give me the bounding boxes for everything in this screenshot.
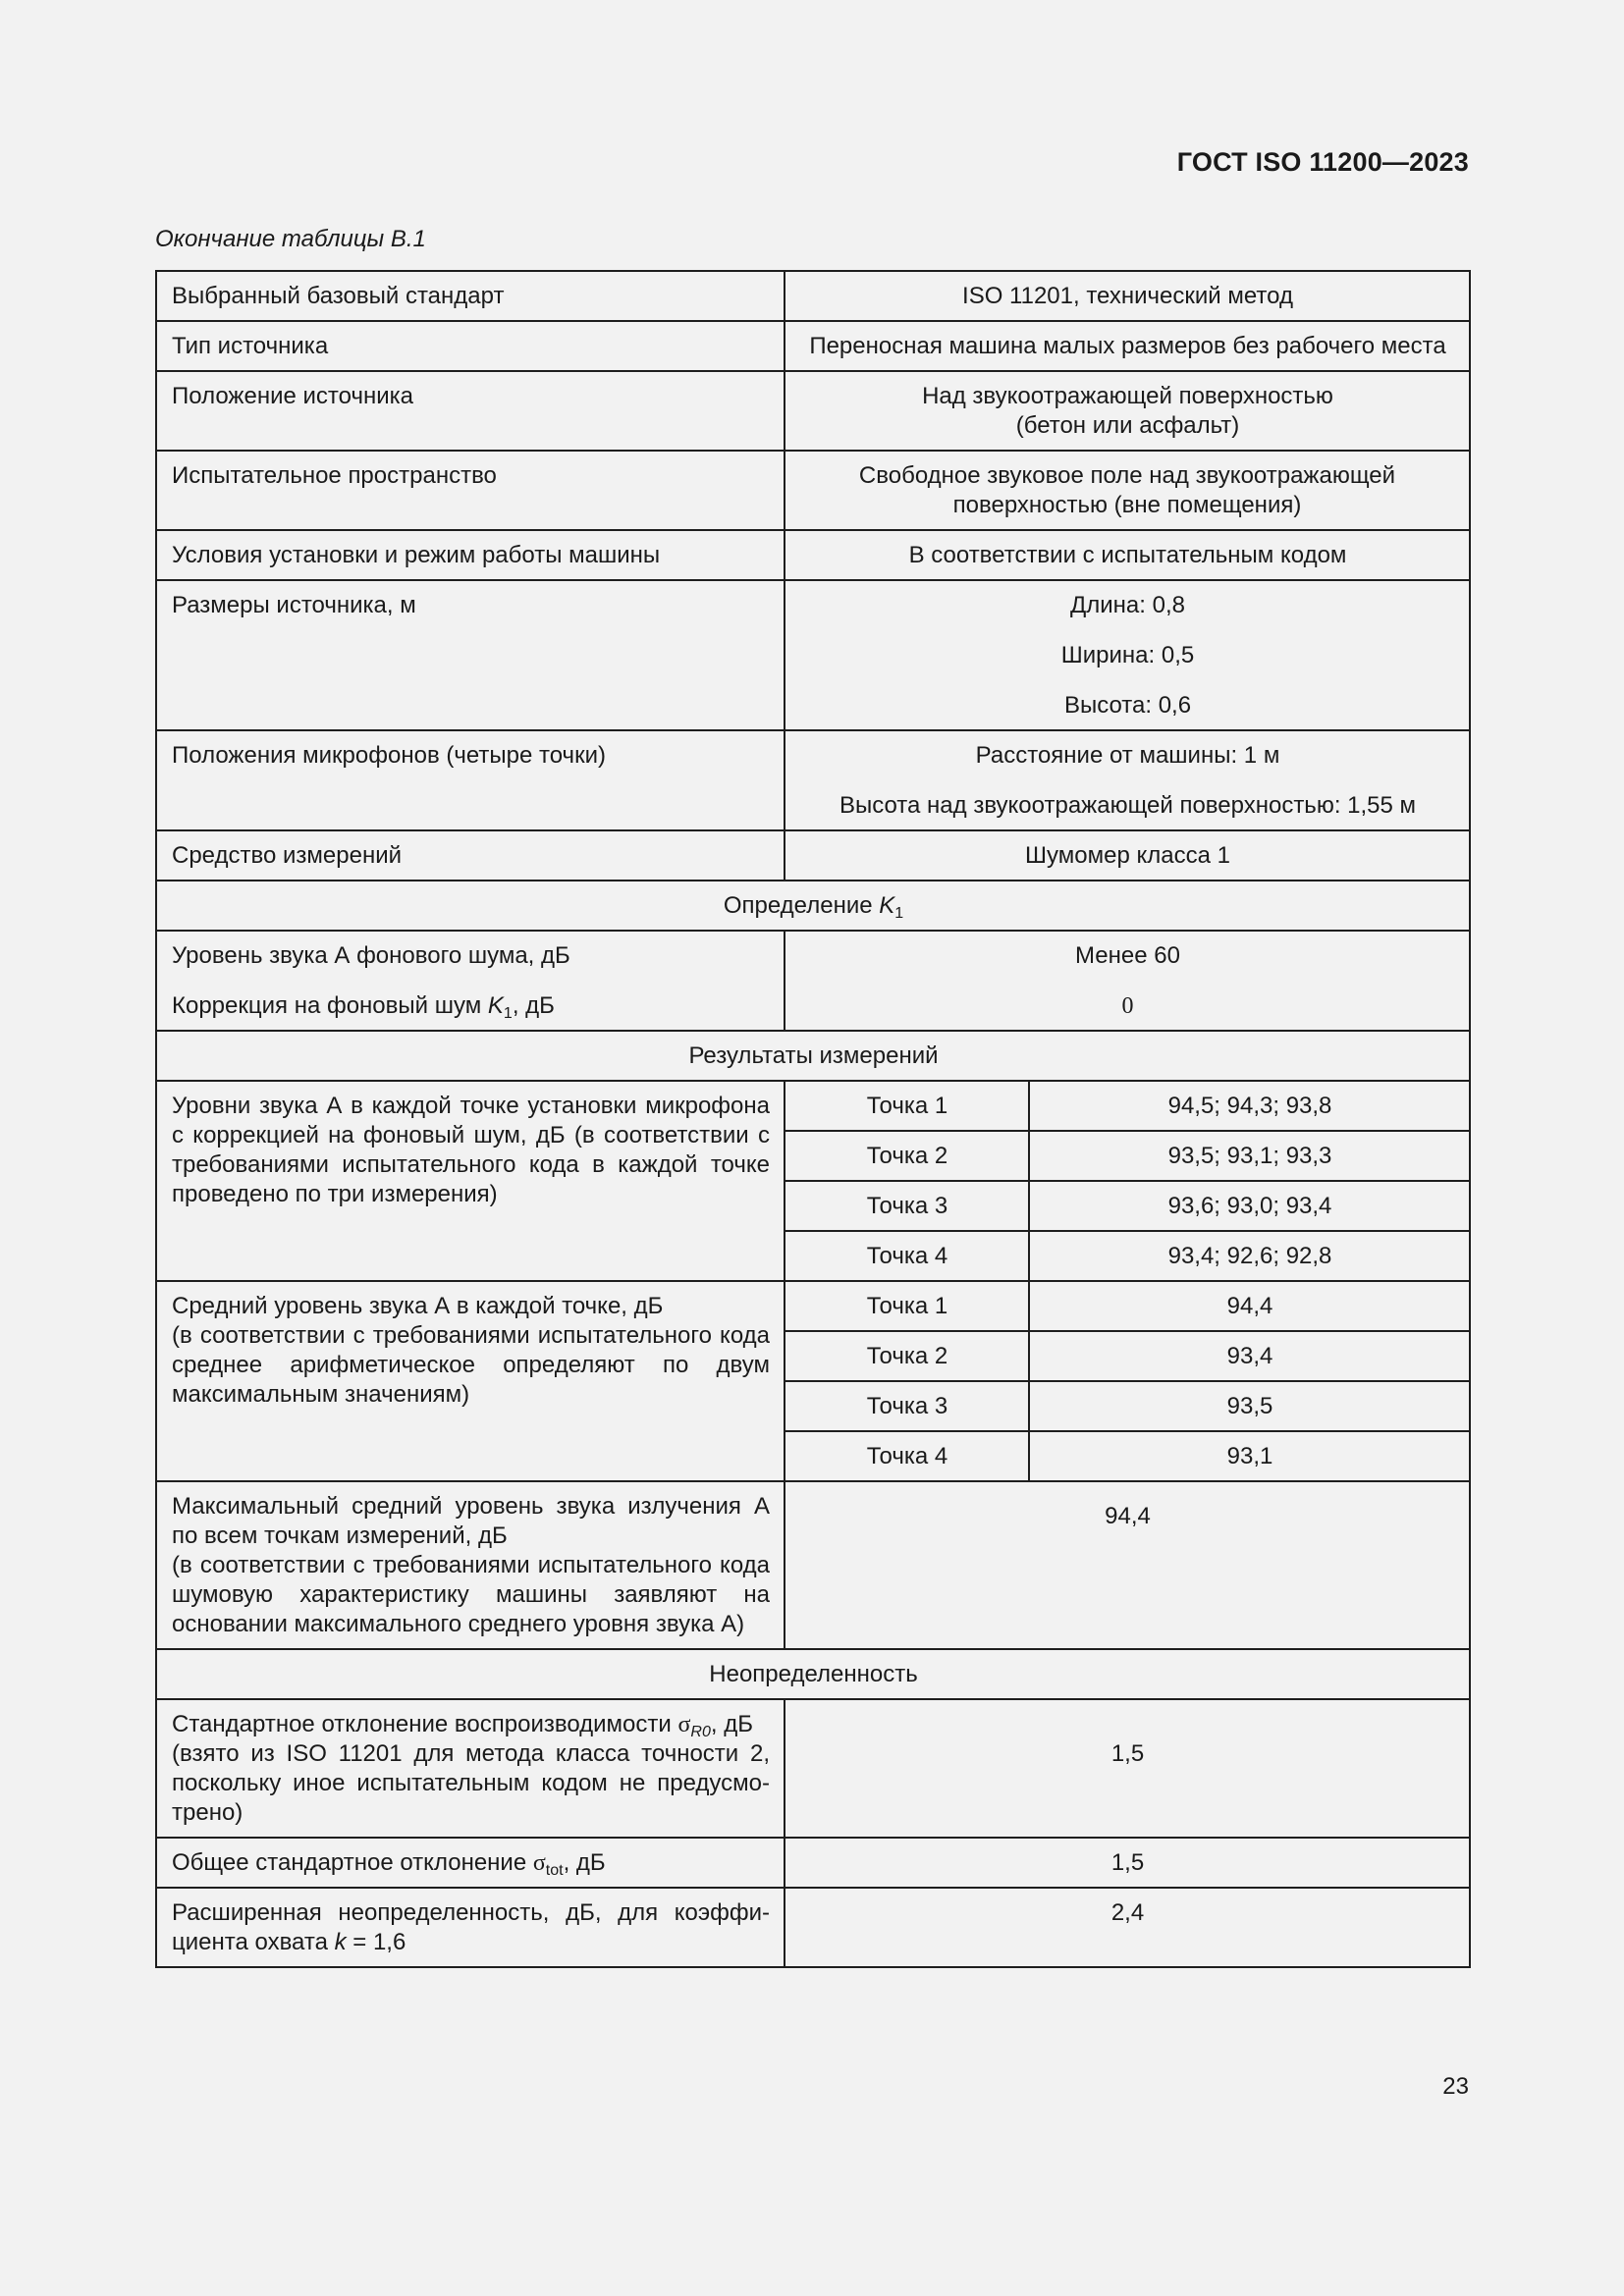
sigma-symbol: σ <box>677 1712 691 1737</box>
row-value: В соответствии с испытательным кодом <box>785 530 1470 580</box>
row-value <box>785 371 1470 451</box>
point-value: 93,4; 92,6; 92,8 <box>1029 1231 1470 1281</box>
label-text: , дБ <box>512 992 555 1019</box>
table-row <box>156 730 1470 830</box>
background-level-value: Менее 60 <box>1075 942 1180 969</box>
point-value: 93,4 <box>1029 1331 1470 1381</box>
point-value: 93,6; 93,0; 93,4 <box>1029 1181 1470 1231</box>
row-label <box>156 931 785 1031</box>
point-value: 93,1 <box>1029 1431 1470 1481</box>
section-heading-k1 <box>156 881 1470 931</box>
section-heading-results: Результаты измерений <box>156 1031 1470 1081</box>
table-row <box>156 271 1470 321</box>
row-value: ISO 11201, технический метод <box>785 271 1470 321</box>
row-value: Переносная машина малых размеров без рабочего места <box>785 321 1470 371</box>
sigma-symbol: σ <box>532 1850 546 1876</box>
max-mean-value: 94,4 <box>785 1481 1470 1649</box>
label-text: (взято из ISO 11201 для метода класса точности 2, поскольку иное испытательным кодом не предусмо-трено) <box>172 1740 770 1826</box>
label-text: , дБ <box>710 1711 753 1737</box>
background-correction-value: 0 <box>1121 993 1134 1019</box>
total-std-label <box>156 1838 785 1888</box>
table-row <box>156 371 1470 451</box>
point-value: 94,4 <box>1029 1281 1470 1331</box>
point-label: Точка 4 <box>785 1431 1029 1481</box>
k-subscript: 1 <box>894 905 904 922</box>
page-number: 23 <box>1442 2073 1469 2100</box>
table-row <box>156 1481 1470 1649</box>
levels-label: Уровни звука А в каждой точке установки микрофона с коррекцией на фоновый шум, дБ (в соответствии с требованиями испытательного кода в каждой точке проведено по три измерения) <box>156 1081 785 1281</box>
total-std-value: 1,5 <box>785 1838 1470 1888</box>
row-label: Условия установки и режим работы машины <box>156 530 785 580</box>
point-value: 94,5; 94,3; 93,8 <box>1029 1081 1470 1131</box>
table-row <box>156 530 1470 580</box>
dimension-length: Длина: 0,8 <box>1070 592 1185 618</box>
point-label: Точка 3 <box>785 1381 1029 1431</box>
row-label: Положения микрофонов (четыре точки) <box>156 730 785 830</box>
background-correction-label <box>172 991 770 1021</box>
label-text: , дБ <box>563 1849 606 1876</box>
table-row <box>156 931 1470 1031</box>
row-value <box>785 931 1470 1031</box>
table-row <box>156 451 1470 530</box>
label-text: Стандартное отклонение воспроизводимости <box>172 1711 678 1737</box>
k-subscript: 1 <box>503 1005 513 1022</box>
mic-height: Высота над звукоотражающей поверхностью: 1,55 м <box>839 792 1417 819</box>
table-row <box>156 1888 1470 1967</box>
expanded-value: 2,4 <box>785 1888 1470 1967</box>
point-label: Точка 2 <box>785 1331 1029 1381</box>
std-dev-value: 1,5 <box>785 1699 1470 1838</box>
point-value: 93,5 <box>1029 1381 1470 1431</box>
std-dev-label <box>156 1699 785 1838</box>
mean-levels-label <box>156 1281 785 1481</box>
data-table <box>155 270 1471 1968</box>
point-label: Точка 1 <box>785 1281 1029 1331</box>
point-value: 93,5; 93,1; 93,3 <box>1029 1131 1470 1181</box>
value-line: (бетон или асфальт) <box>1015 412 1240 439</box>
section-row <box>156 1031 1470 1081</box>
expanded-label <box>156 1888 785 1967</box>
dimension-width: Ширина: 0,5 <box>1060 642 1195 668</box>
k-symbol: K <box>487 992 504 1019</box>
row-label: Испытательное пространство <box>156 451 785 530</box>
section-heading-uncertainty: Неопределенность <box>156 1649 1470 1699</box>
label-text: Общее стандартное отклонение <box>172 1849 533 1876</box>
table-row <box>156 1281 1470 1331</box>
row-value: Шумомер класса 1 <box>785 830 1470 881</box>
background-level-label: Уровень звука А фонового шума, дБ <box>172 942 570 969</box>
max-mean-label <box>156 1481 785 1649</box>
dimension-height: Высота: 0,6 <box>1063 692 1192 719</box>
row-value <box>785 580 1470 730</box>
label-text: Максимальный средний уровень звука излучения А по всем точкам измерений, дБ <box>172 1493 770 1549</box>
row-value: Свободное звуковое поле над звукоотражающей поверхностью (вне помещения) <box>785 451 1470 530</box>
label-text: Расширенная неопределенность, дБ, для коэффи-циента охвата <box>172 1899 770 1955</box>
row-label: Тип источника <box>156 321 785 371</box>
row-label: Выбранный базовый стандарт <box>156 271 785 321</box>
mic-distance: Расстояние от машины: 1 м <box>975 742 1280 769</box>
section-heading-text: Определение <box>723 892 880 919</box>
sigma-subscript: R0 <box>690 1724 711 1740</box>
document-header: ГОСТ ISO 11200—2023 <box>1176 147 1469 177</box>
sigma-subscript: tot <box>545 1862 564 1879</box>
row-value <box>785 730 1470 830</box>
point-label: Точка 3 <box>785 1181 1029 1231</box>
table-row <box>156 830 1470 881</box>
table-row <box>156 1699 1470 1838</box>
table-row <box>156 1838 1470 1888</box>
table-row <box>156 580 1470 730</box>
point-label: Точка 4 <box>785 1231 1029 1281</box>
row-label: Положение источника <box>156 371 785 451</box>
point-label: Точка 1 <box>785 1081 1029 1131</box>
label-line: Средний уровень звука А в каждой точке, дБ <box>172 1293 664 1319</box>
table-caption: Окончание таблицы В.1 <box>155 226 426 252</box>
label-text: = 1,6 <box>346 1929 406 1955</box>
point-label: Точка 2 <box>785 1131 1029 1181</box>
table-row <box>156 321 1470 371</box>
label-text: (в соответствии с требованиями испытательного кода среднее арифметическое определяют по двум максимальным значениям) <box>172 1322 770 1408</box>
row-label: Средство измерений <box>156 830 785 881</box>
row-label: Размеры источника, м <box>156 580 785 730</box>
section-row <box>156 1649 1470 1699</box>
section-row <box>156 881 1470 931</box>
label-text: (в соответствии с требованиями испытательного кода шумовую характеристику машины заявляют на основании максимального среднего уровня звука А) <box>172 1552 770 1637</box>
label-text: Коррекция на фоновый шум <box>172 992 488 1019</box>
table-row <box>156 1081 1470 1131</box>
k-symbol: K <box>879 892 895 919</box>
value-line: Над звукоотражающей поверхностью <box>922 383 1333 409</box>
k-symbol: k <box>334 1929 347 1955</box>
